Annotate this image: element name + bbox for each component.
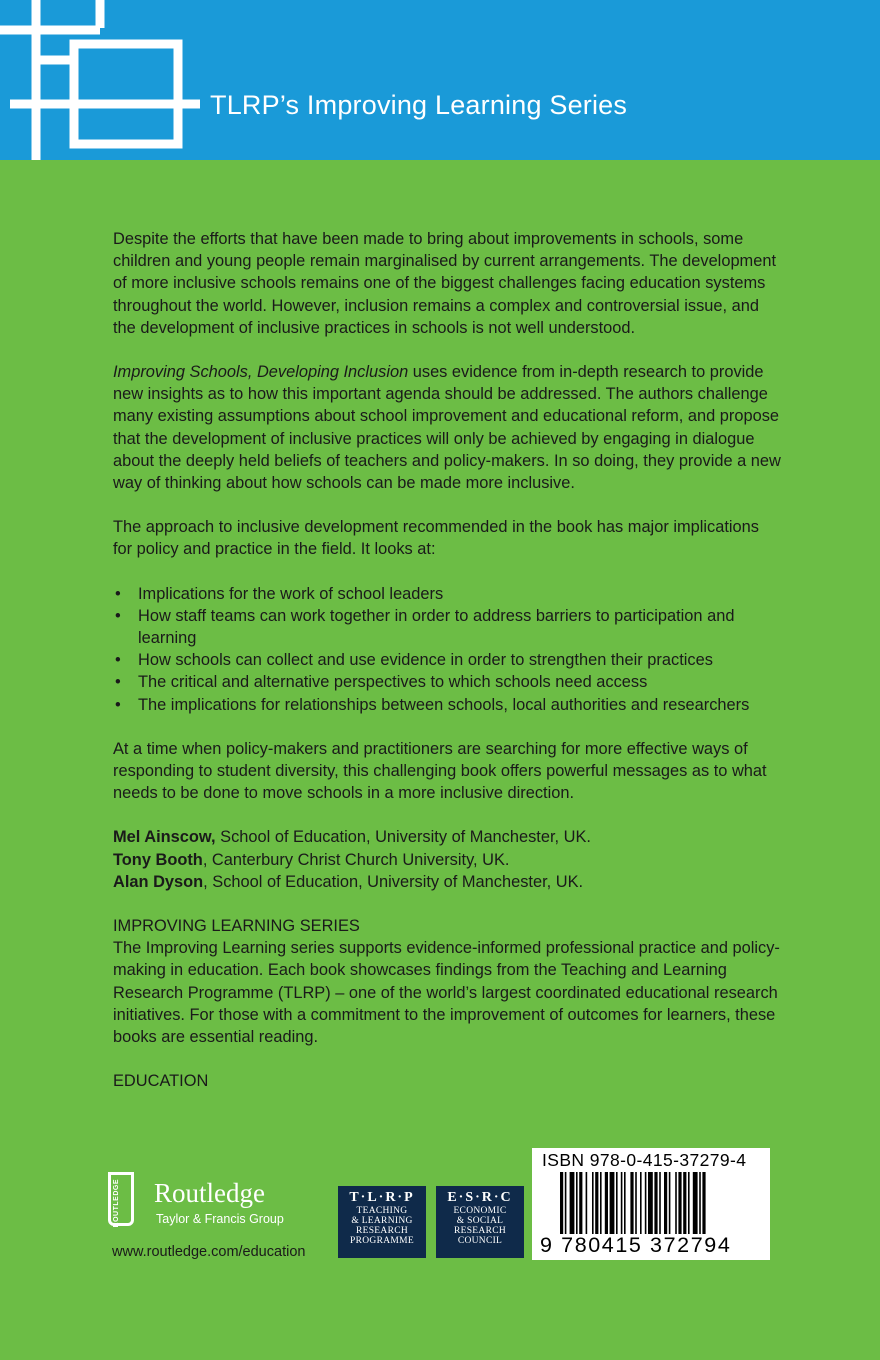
isbn-label: ISBN 978-0-415-37279-4 xyxy=(542,1150,747,1170)
author-list xyxy=(113,826,781,893)
author-entry xyxy=(113,871,781,893)
publisher-url[interactable]: www.routledge.com/education xyxy=(112,1244,306,1260)
tlrp-acronym: T·L·R·P xyxy=(349,1190,415,1205)
esrc-line: RESEARCH xyxy=(453,1226,507,1236)
author-name: Mel Ainscow, xyxy=(113,828,216,847)
publisher-group: Taylor & Francis Group xyxy=(156,1212,284,1226)
author-entry xyxy=(113,849,781,871)
book-description-text: uses evidence from in-depth research to provide new insights as to how this important agenda should be addressed. The authors challenge many existing assumptions about school improvement and educational reform, and propose that the development of inclusive practices will only be achieved by engaging in dialogue about the deeply held beliefs of teachers and policy-makers. In so doing, they provide a new way of thinking about how schools can be made more inclusive. xyxy=(113,363,781,493)
tlrp-line: TEACHING xyxy=(356,1206,408,1216)
tlrp-line: & LEARNING xyxy=(351,1216,413,1226)
series-text: The Improving Learning series supports evidence-informed professional practice and policy-making in education. Each book showcases findings from the Teaching and Learning Research Programme (TLRP) – one of the world’s largest coordinated educational research initiatives. For those with a commitment to the improvement of outcomes for learners, these books are essential reading. xyxy=(113,939,780,1047)
author-entry xyxy=(113,826,781,848)
esrc-line: COUNCIL xyxy=(457,1236,503,1246)
tlrp-line: PROGRAMME xyxy=(350,1236,414,1246)
esrc-line: & SOCIAL xyxy=(456,1216,504,1226)
closing-paragraph: At a time when policy-makers and practitioners are searching for more effective ways of responding to student diversity, this challenging book offers powerful messages as to what needs to be done to move schools in a more inclusive direction. xyxy=(113,739,767,803)
esrc-acronym: E·S·R·C xyxy=(447,1190,513,1205)
series-description xyxy=(113,915,781,1048)
book-description xyxy=(113,361,781,494)
list-item: • How schools can collect and use evidence in order to strengthen their practices xyxy=(113,649,781,671)
esrc-logo xyxy=(436,1186,524,1258)
list-item: • The implications for relationships between schools, local authorities and researchers xyxy=(113,694,781,716)
intro-paragraph: Despite the efforts that have been made to bring about improvements in schools, some children and young people remain marginalised by current arrangements. The development of more inclusive schools remains one of the biggest challenges facing education systems throughout the world. However, inclusion remains a complex and controversial issue, and the development of inclusive practices in schools is not well understood. xyxy=(113,230,776,337)
list-item: • How staff teams can work together in order to address barriers to participation and learning xyxy=(113,605,781,649)
list-item: • Implications for the work of school leaders xyxy=(113,583,781,605)
book-title: Improving Schools, Developing Inclusion xyxy=(113,363,409,382)
author-name: Alan Dyson xyxy=(113,872,204,891)
approach-paragraph: The approach to inclusive development recommended in the book has major implications for policy and practice in the field. It looks at: xyxy=(113,518,759,559)
author-affiliation: , Canterbury Christ Church University, UK. xyxy=(202,850,510,869)
tlrp-line: RESEARCH xyxy=(355,1226,409,1236)
author-name: Tony Booth xyxy=(113,850,203,869)
series-heading: IMPROVING LEARNING SERIES xyxy=(113,917,360,936)
back-cover-text xyxy=(113,228,781,1115)
publisher-name: Routledge xyxy=(154,1178,265,1208)
series-logo-icon xyxy=(0,0,200,160)
subject-category: EDUCATION xyxy=(113,1072,209,1091)
isbn-digits: 9 780415 372794 xyxy=(540,1233,732,1257)
topics-list xyxy=(113,583,781,716)
series-banner xyxy=(0,0,880,160)
list-item: • The critical and alternative perspectives to which schools need access xyxy=(113,671,781,693)
barcode-bars-icon xyxy=(560,1172,760,1234)
series-title: TLRP’s Improving Learning Series xyxy=(210,90,628,120)
cover-footer xyxy=(0,1140,880,1360)
routledge-mark-icon xyxy=(108,1172,134,1226)
esrc-line: ECONOMIC xyxy=(453,1206,507,1216)
publisher-mark-text: ROUTLEDGE xyxy=(113,1179,120,1228)
author-affiliation: School of Education, University of Manchester, UK. xyxy=(215,828,591,847)
tlrp-logo xyxy=(338,1186,426,1258)
author-affiliation: , School of Education, University of Manchester, UK. xyxy=(203,872,584,891)
publisher-logo xyxy=(108,1172,328,1232)
isbn-barcode xyxy=(532,1148,770,1260)
